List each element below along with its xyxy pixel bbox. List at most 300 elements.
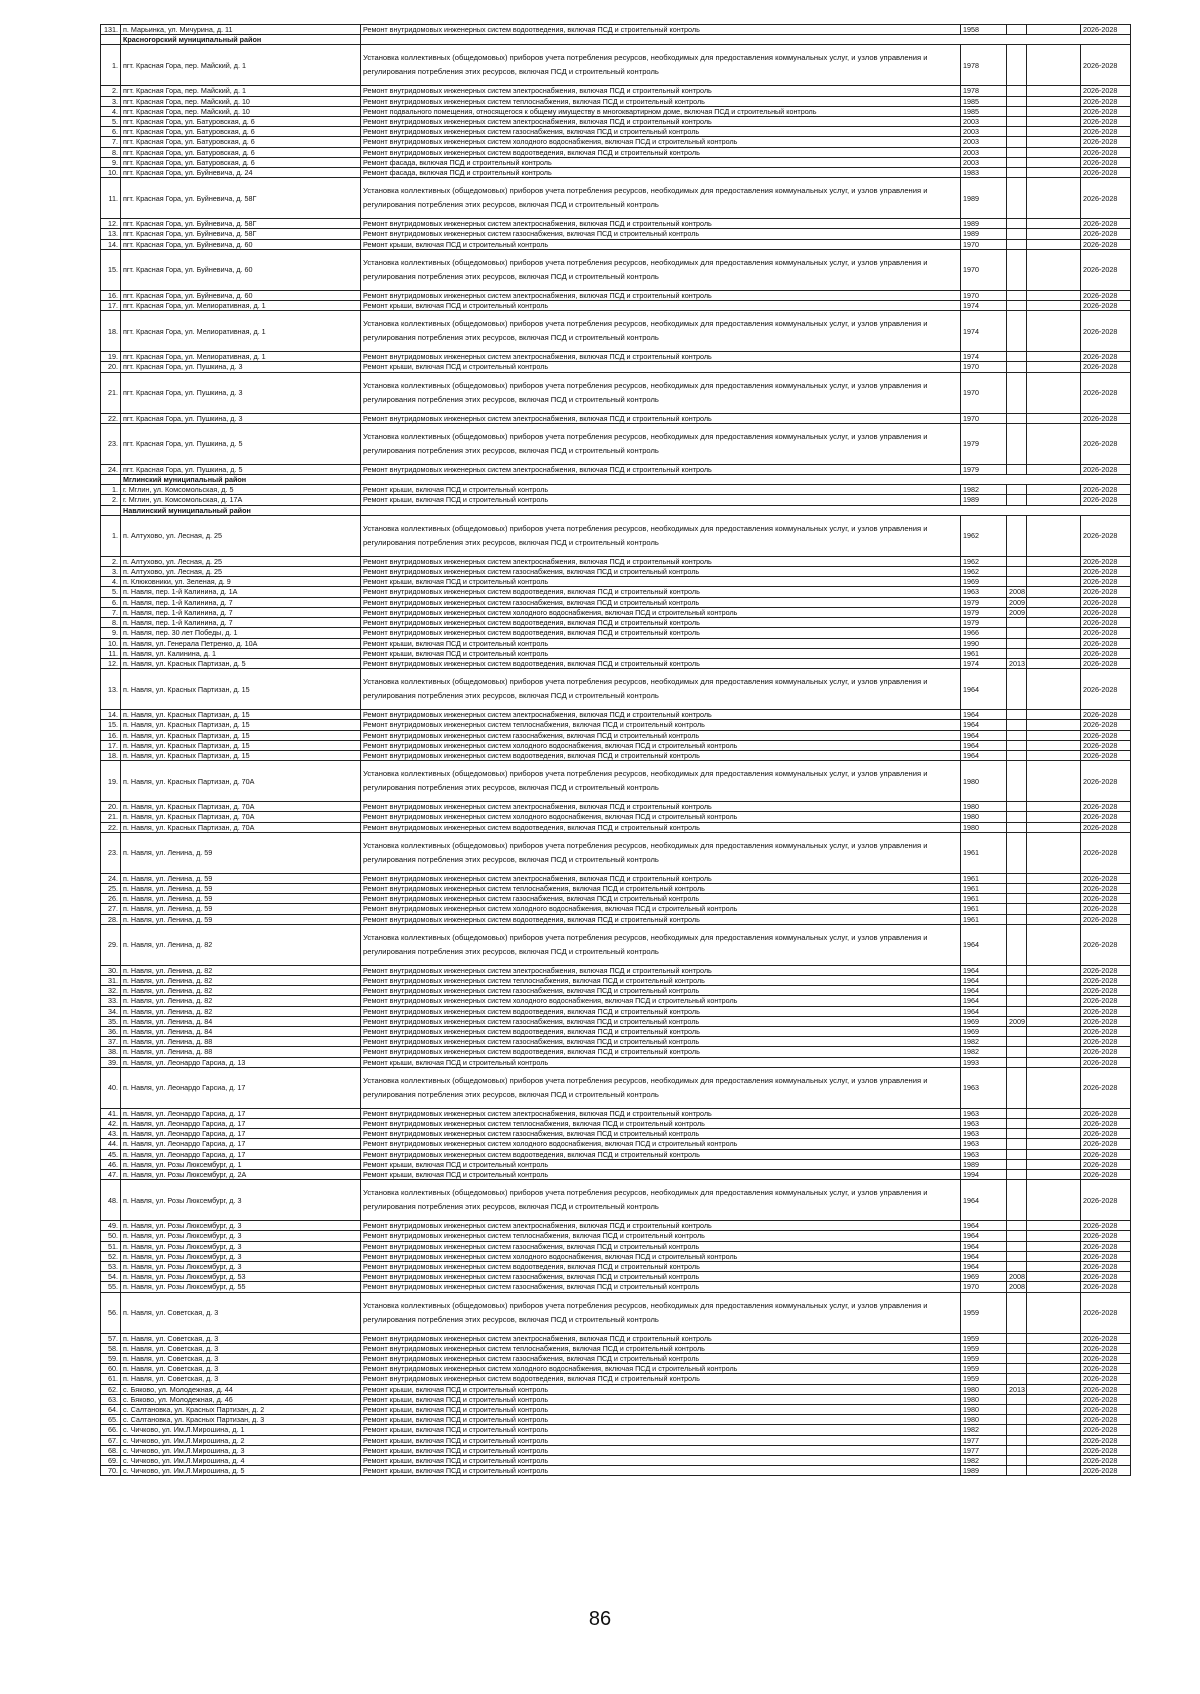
build-year-cell: 1989 [961, 229, 1007, 239]
empty-cell [1027, 45, 1081, 86]
reconstruction-year-cell [1007, 904, 1027, 914]
address-cell: с. Бяково, ул. Молодежная, д. 44 [121, 1384, 361, 1394]
address-cell: п. Навля, ул. Ленина, д. 84 [121, 1016, 361, 1026]
period-cell: 2026-2028 [1081, 311, 1131, 352]
build-year-cell: 1961 [961, 904, 1007, 914]
empty-cell [1027, 1445, 1081, 1455]
reconstruction-year-cell: 2008 [1007, 1272, 1027, 1282]
row-number: 70. [101, 1466, 121, 1476]
address-cell: пгт. Красная Гора, ул. Батуровская, д. 6 [121, 147, 361, 157]
address-cell: п. Навля, ул. Красных Партизан, д. 15 [121, 720, 361, 730]
empty-cell [1027, 812, 1081, 822]
table-row [101, 904, 1131, 914]
section-number-cell [101, 35, 121, 45]
period-cell: 2026-2028 [1081, 464, 1131, 474]
period-cell: 2026-2028 [1081, 965, 1131, 975]
period-cell: 2026-2028 [1081, 1149, 1131, 1159]
period-cell: 2026-2028 [1081, 1159, 1131, 1169]
row-number: 16. [101, 290, 121, 300]
row-number: 2. [101, 495, 121, 505]
period-cell: 2026-2028 [1081, 515, 1131, 556]
address-cell: п. Навля, пер. 1-й Калинина, д. 7 [121, 607, 361, 617]
section-empty-cell [361, 475, 1131, 485]
work-type-cell: Ремонт внутридомовых инженерных систем электроснабжения, включая ПСД и строительный контроль [361, 117, 961, 127]
empty-cell [1027, 117, 1081, 127]
build-year-cell: 2003 [961, 137, 1007, 147]
work-type-cell: Ремонт крыши, включая ПСД и строительный контроль [361, 1425, 961, 1435]
period-cell: 2026-2028 [1081, 168, 1131, 178]
empty-cell [1027, 1394, 1081, 1404]
empty-cell [1027, 495, 1081, 505]
reconstruction-year-cell [1007, 86, 1027, 96]
build-year-cell: 1982 [961, 1037, 1007, 1047]
empty-cell [1027, 352, 1081, 362]
work-type-cell: Ремонт внутридомовых инженерных систем электроснабжения, включая ПСД и строительный контроль [361, 710, 961, 720]
row-number: 8. [101, 147, 121, 157]
empty-cell [1027, 1149, 1081, 1159]
table-row [101, 1139, 1131, 1149]
work-type-cell: Ремонт внутридомовых инженерных систем водоотведения, включая ПСД и строительный контроль [361, 618, 961, 628]
row-number: 43. [101, 1129, 121, 1139]
period-cell: 2026-2028 [1081, 485, 1131, 495]
empty-cell [1027, 1425, 1081, 1435]
row-number: 49. [101, 1221, 121, 1231]
work-type-cell: Установка коллективных (общедомовых) приборов учета потребления ресурсов, необходимых для предоставления коммунальных услуг, и узлов управления и регулирования потребления этих ресурсов, включая ПСД и строительный контроль [361, 761, 961, 802]
table-row [101, 802, 1131, 812]
work-type-cell: Ремонт крыши, включая ПСД и строительный контроль [361, 485, 961, 495]
reconstruction-year-cell [1007, 106, 1027, 116]
table-row [101, 515, 1131, 556]
empty-cell [1027, 106, 1081, 116]
reconstruction-year-cell [1007, 669, 1027, 710]
row-number: 63. [101, 1394, 121, 1404]
table-row [101, 1108, 1131, 1118]
address-cell: п. Навля, ул. Розы Люксембург, д. 53 [121, 1272, 361, 1282]
work-type-cell: Ремонт крыши, включая ПСД и строительный контроль [361, 1159, 961, 1169]
empty-cell [1027, 638, 1081, 648]
build-year-cell: 1983 [961, 168, 1007, 178]
reconstruction-year-cell [1007, 96, 1027, 106]
table-row [101, 372, 1131, 413]
table-row [101, 1445, 1131, 1455]
period-cell: 2026-2028 [1081, 577, 1131, 587]
address-cell: пгт. Красная Гора, ул. Батуровская, д. 6 [121, 137, 361, 147]
reconstruction-year-cell [1007, 832, 1027, 873]
table-row [101, 352, 1131, 362]
empty-cell [1027, 423, 1081, 464]
work-type-cell: Ремонт внутридомовых инженерных систем холодного водоснабжения, включая ПСД и строительный контроль [361, 1139, 961, 1149]
reconstruction-year-cell [1007, 1456, 1027, 1466]
row-number: 58. [101, 1343, 121, 1353]
period-cell: 2026-2028 [1081, 986, 1131, 996]
build-year-cell: 1961 [961, 832, 1007, 873]
address-cell: пгт. Красная Гора, ул. Пушкина, д. 3 [121, 372, 361, 413]
work-type-cell: Ремонт внутридомовых инженерных систем электроснабжения, включая ПСД и строительный контроль [361, 1221, 961, 1231]
reconstruction-year-cell [1007, 1445, 1027, 1455]
address-cell: п. Навля, ул. Ленина, д. 82 [121, 1006, 361, 1016]
address-cell: п. Навля, ул. Леонардо Гарсиа, д. 17 [121, 1149, 361, 1159]
row-number: 4. [101, 106, 121, 116]
period-cell: 2026-2028 [1081, 628, 1131, 638]
section-header-row [101, 505, 1131, 515]
work-type-cell: Ремонт внутридомовых инженерных систем водоотведения, включая ПСД и строительный контроль [361, 1374, 961, 1384]
work-type-cell: Ремонт крыши, включая ПСД и строительный контроль [361, 648, 961, 658]
build-year-cell: 1964 [961, 1221, 1007, 1231]
address-cell: п. Навля, ул. Красных Партизан, д. 15 [121, 750, 361, 760]
build-year-cell: 1969 [961, 1026, 1007, 1036]
address-cell: с. Чичково, ул. Им.Л.Мирошина, д. 5 [121, 1466, 361, 1476]
address-cell: пгт. Красная Гора, пер. Майский, д. 10 [121, 106, 361, 116]
row-number: 21. [101, 372, 121, 413]
row-number: 37. [101, 1037, 121, 1047]
table-row [101, 1456, 1131, 1466]
empty-cell [1027, 924, 1081, 965]
table-row [101, 832, 1131, 873]
build-year-cell: 1959 [961, 1354, 1007, 1364]
reconstruction-year-cell [1007, 372, 1027, 413]
address-cell: пгт. Красная Гора, ул. Пушкина, д. 3 [121, 413, 361, 423]
address-cell: п. Навля, ул. Советская, д. 3 [121, 1292, 361, 1333]
build-year-cell: 1982 [961, 485, 1007, 495]
build-year-cell: 1964 [961, 1262, 1007, 1272]
build-year-cell: 1964 [961, 1180, 1007, 1221]
table-row [101, 178, 1131, 219]
empty-cell [1027, 975, 1081, 985]
work-type-cell: Ремонт внутридомовых инженерных систем водоотведения, включая ПСД и строительный контроль [361, 822, 961, 832]
row-number: 27. [101, 904, 121, 914]
period-cell: 2026-2028 [1081, 1129, 1131, 1139]
row-number: 2. [101, 556, 121, 566]
table-row [101, 423, 1131, 464]
empty-cell [1027, 1374, 1081, 1384]
row-number: 1. [101, 485, 121, 495]
table-row [101, 975, 1131, 985]
table-row [101, 290, 1131, 300]
row-number: 11. [101, 178, 121, 219]
table-row [101, 1180, 1131, 1221]
reconstruction-year-cell [1007, 894, 1027, 904]
empty-cell [1027, 1159, 1081, 1169]
section-header-row [101, 475, 1131, 485]
reconstruction-year-cell [1007, 1415, 1027, 1425]
row-number: 34. [101, 1006, 121, 1016]
work-type-cell: Ремонт крыши, включая ПСД и строительный контроль [361, 301, 961, 311]
work-type-cell: Ремонт крыши, включая ПСД и строительный контроль [361, 638, 961, 648]
reconstruction-year-cell [1007, 249, 1027, 290]
work-type-cell: Ремонт внутридомовых инженерных систем газоснабжения, включая ПСД и строительный контроль [361, 894, 961, 904]
table-row [101, 965, 1131, 975]
address-cell: п. Навля, ул. Красных Партизан, д. 70А [121, 802, 361, 812]
table-row [101, 464, 1131, 474]
row-number: 66. [101, 1425, 121, 1435]
build-year-cell: 1979 [961, 423, 1007, 464]
section-title: Красногорский муниципальный район [121, 35, 361, 45]
period-cell: 2026-2028 [1081, 975, 1131, 985]
table-row [101, 229, 1131, 239]
reconstruction-year-cell [1007, 423, 1027, 464]
period-cell: 2026-2028 [1081, 1435, 1131, 1445]
work-type-cell: Ремонт крыши, включая ПСД и строительный контроль [361, 1456, 961, 1466]
reconstruction-year-cell [1007, 975, 1027, 985]
period-cell: 2026-2028 [1081, 352, 1131, 362]
row-number: 39. [101, 1057, 121, 1067]
table-row [101, 577, 1131, 587]
period-cell: 2026-2028 [1081, 1405, 1131, 1415]
address-cell: п. Навля, пер. 30 лет Победы, д. 1 [121, 628, 361, 638]
reconstruction-year-cell [1007, 1057, 1027, 1067]
row-number: 51. [101, 1241, 121, 1251]
table-body [101, 25, 1131, 1476]
work-type-cell: Ремонт крыши, включая ПСД и строительный контроль [361, 239, 961, 249]
empty-cell [1027, 1231, 1081, 1241]
build-year-cell: 1974 [961, 352, 1007, 362]
row-number: 26. [101, 894, 121, 904]
period-cell: 2026-2028 [1081, 1180, 1131, 1221]
work-type-cell: Установка коллективных (общедомовых) приборов учета потребления ресурсов, необходимых для предоставления коммунальных услуг, и узлов управления и регулирования потребления этих ресурсов, включая ПСД и строительный контроль [361, 372, 961, 413]
reconstruction-year-cell [1007, 996, 1027, 1006]
address-cell: п. Навля, ул. Розы Люксембург, д. 55 [121, 1282, 361, 1292]
period-cell: 2026-2028 [1081, 301, 1131, 311]
work-type-cell: Установка коллективных (общедомовых) приборов учета потребления ресурсов, необходимых для предоставления коммунальных услуг, и узлов управления и регулирования потребления этих ресурсов, включая ПСД и строительный контроль [361, 249, 961, 290]
row-number: 2. [101, 86, 121, 96]
work-type-cell: Ремонт внутридомовых инженерных систем газоснабжения, включая ПСД и строительный контроль [361, 567, 961, 577]
address-cell: п. Навля, ул. Ленина, д. 59 [121, 873, 361, 883]
build-year-cell: 1985 [961, 106, 1007, 116]
empty-cell [1027, 648, 1081, 658]
empty-cell [1027, 249, 1081, 290]
build-year-cell: 1964 [961, 1006, 1007, 1016]
build-year-cell: 1964 [961, 720, 1007, 730]
empty-cell [1027, 25, 1081, 35]
period-cell: 2026-2028 [1081, 1384, 1131, 1394]
table-row [101, 607, 1131, 617]
empty-cell [1027, 86, 1081, 96]
build-year-cell: 1963 [961, 1067, 1007, 1108]
work-type-cell: Ремонт внутридомовых инженерных систем газоснабжения, включая ПСД и строительный контроль [361, 597, 961, 607]
build-year-cell: 1964 [961, 1241, 1007, 1251]
table-row [101, 106, 1131, 116]
table-row [101, 924, 1131, 965]
period-cell: 2026-2028 [1081, 147, 1131, 157]
build-year-cell: 1959 [961, 1343, 1007, 1353]
build-year-cell: 1964 [961, 669, 1007, 710]
work-type-cell: Ремонт внутридомовых инженерных систем холодного водоснабжения, включая ПСД и строительный контроль [361, 904, 961, 914]
period-cell: 2026-2028 [1081, 822, 1131, 832]
table-row [101, 1221, 1131, 1231]
empty-cell [1027, 515, 1081, 556]
row-number: 15. [101, 720, 121, 730]
work-type-cell: Ремонт внутридомовых инженерных систем газоснабжения, включая ПСД и строительный контроль [361, 1272, 961, 1282]
address-cell: пгт. Красная Гора, ул. Буйневича, д. 60 [121, 290, 361, 300]
period-cell: 2026-2028 [1081, 710, 1131, 720]
reconstruction-year-cell [1007, 1364, 1027, 1374]
row-number: 42. [101, 1118, 121, 1128]
empty-cell [1027, 290, 1081, 300]
address-cell: п. Навля, ул. Красных Партизан, д. 15 [121, 730, 361, 740]
table-row [101, 485, 1131, 495]
address-cell: п. Навля, ул. Красных Партизан, д. 5 [121, 658, 361, 668]
build-year-cell: 1979 [961, 464, 1007, 474]
period-cell: 2026-2028 [1081, 495, 1131, 505]
empty-cell [1027, 1016, 1081, 1026]
empty-cell [1027, 556, 1081, 566]
empty-cell [1027, 658, 1081, 668]
work-type-cell: Установка коллективных (общедомовых) приборов учета потребления ресурсов, необходимых для предоставления коммунальных услуг, и узлов управления и регулирования потребления этих ресурсов, включая ПСД и строительный контроль [361, 515, 961, 556]
work-type-cell: Ремонт внутридомовых инженерных систем газоснабжения, включая ПСД и строительный контроль [361, 1354, 961, 1364]
reconstruction-year-cell [1007, 740, 1027, 750]
table-row [101, 812, 1131, 822]
work-type-cell: Ремонт внутридомовых инженерных систем водоотведения, включая ПСД и строительный контроль [361, 1149, 961, 1159]
address-cell: пгт. Красная Гора, ул. Буйневича, д. 60 [121, 249, 361, 290]
address-cell: пгт. Красная Гора, ул. Буйневича, д. 24 [121, 168, 361, 178]
build-year-cell: 1959 [961, 1374, 1007, 1384]
build-year-cell: 1963 [961, 1108, 1007, 1118]
build-year-cell: 1961 [961, 894, 1007, 904]
empty-cell [1027, 1251, 1081, 1261]
period-cell: 2026-2028 [1081, 1374, 1131, 1384]
empty-cell [1027, 832, 1081, 873]
address-cell: пгт. Красная Гора, ул. Буйневича, д. 58Г [121, 178, 361, 219]
build-year-cell: 1962 [961, 556, 1007, 566]
period-cell: 2026-2028 [1081, 1333, 1131, 1343]
reconstruction-year-cell: 2009 [1007, 597, 1027, 607]
row-number: 25. [101, 883, 121, 893]
period-cell: 2026-2028 [1081, 1282, 1131, 1292]
period-cell: 2026-2028 [1081, 1262, 1131, 1272]
build-year-cell: 1963 [961, 1129, 1007, 1139]
build-year-cell: 1970 [961, 372, 1007, 413]
build-year-cell: 1974 [961, 311, 1007, 352]
empty-cell [1027, 750, 1081, 760]
build-year-cell: 1980 [961, 761, 1007, 802]
table-row [101, 1415, 1131, 1425]
build-year-cell: 1980 [961, 1384, 1007, 1394]
address-cell: п. Алтухово, ул. Лесная, д. 25 [121, 515, 361, 556]
table-row [101, 750, 1131, 760]
reconstruction-year-cell [1007, 45, 1027, 86]
page-number: 86 [588, 1608, 612, 1630]
reconstruction-year-cell [1007, 157, 1027, 167]
address-cell: пгт. Красная Гора, ул. Буйневича, д. 58Г [121, 229, 361, 239]
work-type-cell: Ремонт внутридомовых инженерных систем водоотведения, включая ПСД и строительный контроль [361, 1026, 961, 1036]
table-row [101, 1067, 1131, 1108]
reconstruction-year-cell [1007, 1026, 1027, 1036]
period-cell: 2026-2028 [1081, 86, 1131, 96]
period-cell: 2026-2028 [1081, 812, 1131, 822]
table-row [101, 894, 1131, 904]
work-type-cell: Ремонт фасада, включая ПСД и строительный контроль [361, 168, 961, 178]
build-year-cell: 1978 [961, 86, 1007, 96]
reconstruction-year-cell [1007, 1394, 1027, 1404]
row-number: 10. [101, 168, 121, 178]
work-type-cell: Ремонт внутридомовых инженерных систем холодного водоснабжения, включая ПСД и строительный контроль [361, 607, 961, 617]
work-type-cell: Ремонт внутридомовых инженерных систем водоотведения, включая ПСД и строительный контроль [361, 750, 961, 760]
build-year-cell: 1966 [961, 628, 1007, 638]
empty-cell [1027, 986, 1081, 996]
period-cell: 2026-2028 [1081, 587, 1131, 597]
build-year-cell: 1964 [961, 965, 1007, 975]
period-cell: 2026-2028 [1081, 996, 1131, 1006]
empty-cell [1027, 239, 1081, 249]
build-year-cell: 1974 [961, 658, 1007, 668]
empty-cell [1027, 1129, 1081, 1139]
period-cell: 2026-2028 [1081, 761, 1131, 802]
empty-cell [1027, 127, 1081, 137]
address-cell: п. Навля, ул. Розы Люксембург, д. 1 [121, 1159, 361, 1169]
period-cell: 2026-2028 [1081, 567, 1131, 577]
build-year-cell: 1961 [961, 883, 1007, 893]
build-year-cell: 1961 [961, 873, 1007, 883]
period-cell: 2026-2028 [1081, 372, 1131, 413]
reconstruction-year-cell [1007, 648, 1027, 658]
row-number: 15. [101, 249, 121, 290]
work-type-cell: Ремонт внутридомовых инженерных систем электроснабжения, включая ПСД и строительный контроль [361, 556, 961, 566]
reconstruction-year-cell [1007, 965, 1027, 975]
empty-cell [1027, 1262, 1081, 1272]
table-row [101, 1374, 1131, 1384]
reconstruction-year-cell [1007, 720, 1027, 730]
document-page [100, 24, 1130, 1476]
build-year-cell: 1979 [961, 618, 1007, 628]
address-cell: п. Навля, ул. Леонардо Гарсиа, д. 17 [121, 1118, 361, 1128]
period-cell: 2026-2028 [1081, 1037, 1131, 1047]
table-row [101, 1343, 1131, 1353]
reconstruction-year-cell [1007, 986, 1027, 996]
reconstruction-year-cell [1007, 485, 1027, 495]
table-row [101, 311, 1131, 352]
section-number-cell [101, 505, 121, 515]
empty-cell [1027, 1292, 1081, 1333]
period-cell: 2026-2028 [1081, 883, 1131, 893]
reconstruction-year-cell [1007, 628, 1027, 638]
period-cell: 2026-2028 [1081, 556, 1131, 566]
work-type-cell: Ремонт внутридомовых инженерных систем водоотведения, включая ПСД и строительный контроль [361, 1262, 961, 1272]
reconstruction-year-cell [1007, 1221, 1027, 1231]
work-type-cell: Ремонт подвального помещения, относящегося к общему имуществу в многоквартирном доме, включая ПСД и строительный контроль [361, 106, 961, 116]
work-type-cell: Ремонт крыши, включая ПСД и строительный контроль [361, 1405, 961, 1415]
row-number: 29. [101, 924, 121, 965]
address-cell: п. Клюковники, ул. Зеленая, д. 9 [121, 577, 361, 587]
address-cell: с. Чичково, ул. Им.Л.Мирошина, д. 1 [121, 1425, 361, 1435]
row-number: 44. [101, 1139, 121, 1149]
empty-cell [1027, 607, 1081, 617]
row-number: 67. [101, 1435, 121, 1445]
row-number: 31. [101, 975, 121, 985]
row-number: 24. [101, 464, 121, 474]
reconstruction-year-cell [1007, 464, 1027, 474]
table-row [101, 822, 1131, 832]
empty-cell [1027, 577, 1081, 587]
reconstruction-year-cell [1007, 1129, 1027, 1139]
empty-cell [1027, 1384, 1081, 1394]
table-row [101, 740, 1131, 750]
build-year-cell: 1994 [961, 1170, 1007, 1180]
build-year-cell: 1964 [961, 986, 1007, 996]
empty-cell [1027, 1026, 1081, 1036]
table-row [101, 1251, 1131, 1261]
period-cell: 2026-2028 [1081, 1231, 1131, 1241]
table-row [101, 1016, 1131, 1026]
row-number: 1. [101, 515, 121, 556]
empty-cell [1027, 1118, 1081, 1128]
build-year-cell: 1963 [961, 587, 1007, 597]
empty-cell [1027, 914, 1081, 924]
empty-cell [1027, 372, 1081, 413]
row-number: 8. [101, 618, 121, 628]
table-row [101, 567, 1131, 577]
table-row [101, 883, 1131, 893]
period-cell: 2026-2028 [1081, 924, 1131, 965]
